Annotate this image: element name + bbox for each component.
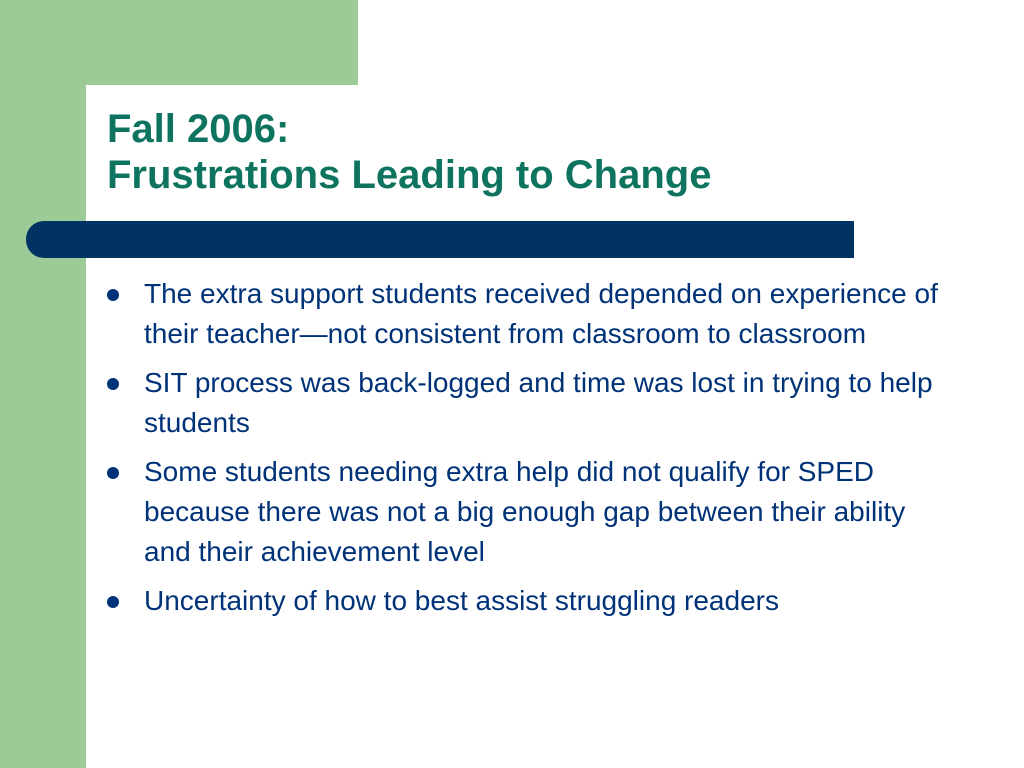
decorative-green-top-block [0, 0, 358, 85]
decorative-green-band [0, 0, 86, 768]
bullet-item [104, 581, 944, 621]
bullet-list [104, 274, 944, 630]
bullet-dot-icon [107, 378, 119, 390]
bullet-dot-icon [107, 596, 119, 608]
bullet-text: Some students needing extra help did not qualify for SPED because there was not a big enough gap between their ability and their achievement level [144, 456, 906, 567]
bullet-dot-icon [107, 467, 119, 479]
bullet-item [104, 363, 944, 443]
bullet-item [104, 274, 944, 354]
title-underline-bar [26, 221, 854, 258]
bullet-text: SIT process was back-logged and time was lost in trying to help students [144, 367, 933, 438]
bullet-dot-icon [107, 289, 119, 301]
bullet-text: Uncertainty of how to best assist struggling readers [144, 585, 779, 616]
slide-title-line-1: Fall 2006: [107, 107, 290, 151]
slide-title [107, 106, 711, 198]
bullet-text: The extra support students received depended on experience of their teacher—not consistent from classroom to classroom [144, 278, 938, 349]
bullet-item [104, 452, 944, 572]
slide-title-line-2: Frustrations Leading to Change [107, 153, 712, 197]
